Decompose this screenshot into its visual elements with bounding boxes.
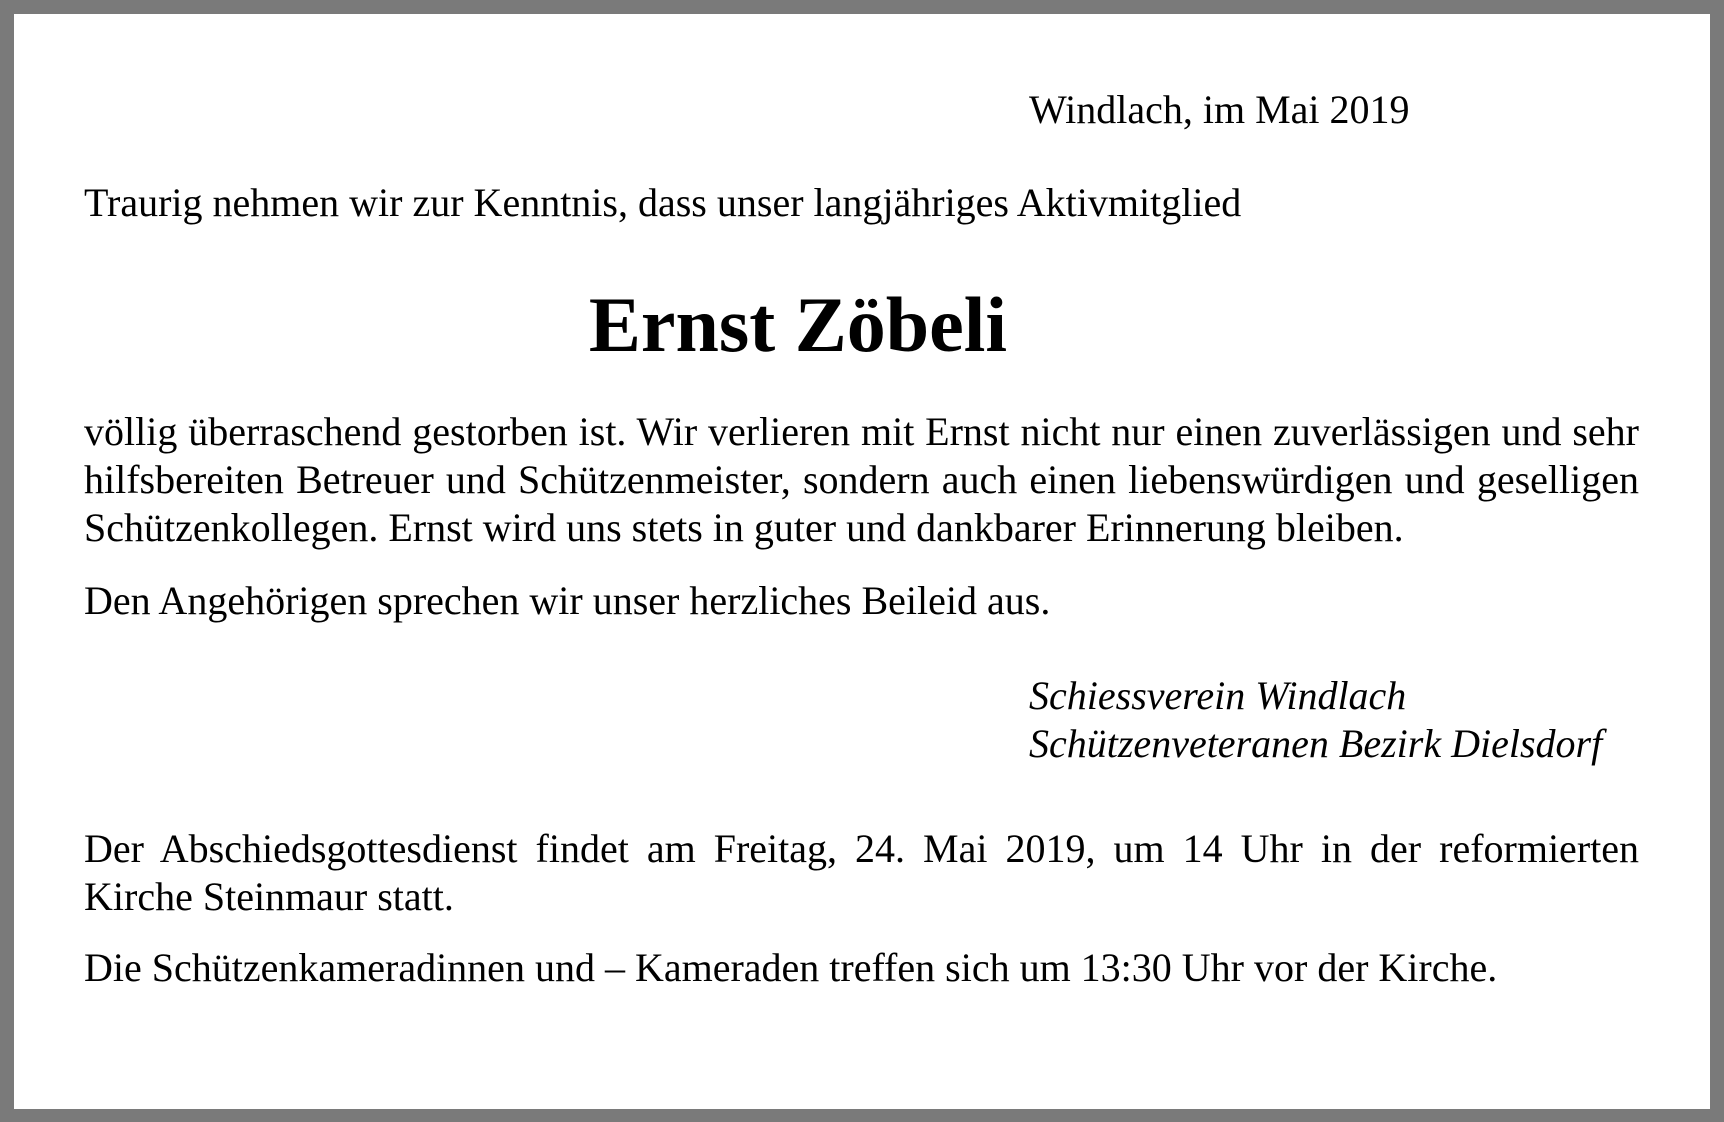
service-paragraph: Der Abschiedsgottesdienst findet am Freitag, 24. Mai 2019, um 14 Uhr in der reformierten Kirche Steinmaur statt. bbox=[84, 826, 1639, 919]
intro-text: Traurig nehmen wir zur Kenntnis, dass unser langjähriges Aktivmitglied bbox=[84, 180, 1242, 225]
tribute-paragraph: völlig überraschend gestorben ist. Wir verlieren mit Ernst nicht nur einen zuverlässigen und sehr hilfsbereiten Betreuer und Schützenmeister, sondern auch einen liebenswürdigen und geselligen Schützenkollegen. Ernst wird uns stets in guter und dankbarer Erinnerung bleiben. bbox=[84, 409, 1639, 550]
signature-block bbox=[1029, 672, 1602, 768]
meeting-paragraph: Die Schützenkameradinnen und – Kameraden treffen sich um 13:30 Uhr vor der Kirche. bbox=[84, 945, 1498, 990]
signatory-shooting-club: Schiessverein Windlach bbox=[1029, 673, 1407, 718]
obituary-page bbox=[14, 14, 1710, 1109]
condolence-paragraph: Den Angehörigen sprechen wir unser herzliches Beileid aus. bbox=[84, 578, 1051, 623]
date-line: Windlach, im Mai 2019 bbox=[1029, 87, 1410, 132]
signatory-veterans: Schützenveteranen Bezirk Dielsdorf bbox=[1029, 721, 1603, 766]
deceased-name: Ernst Zöbeli bbox=[588, 281, 1008, 368]
